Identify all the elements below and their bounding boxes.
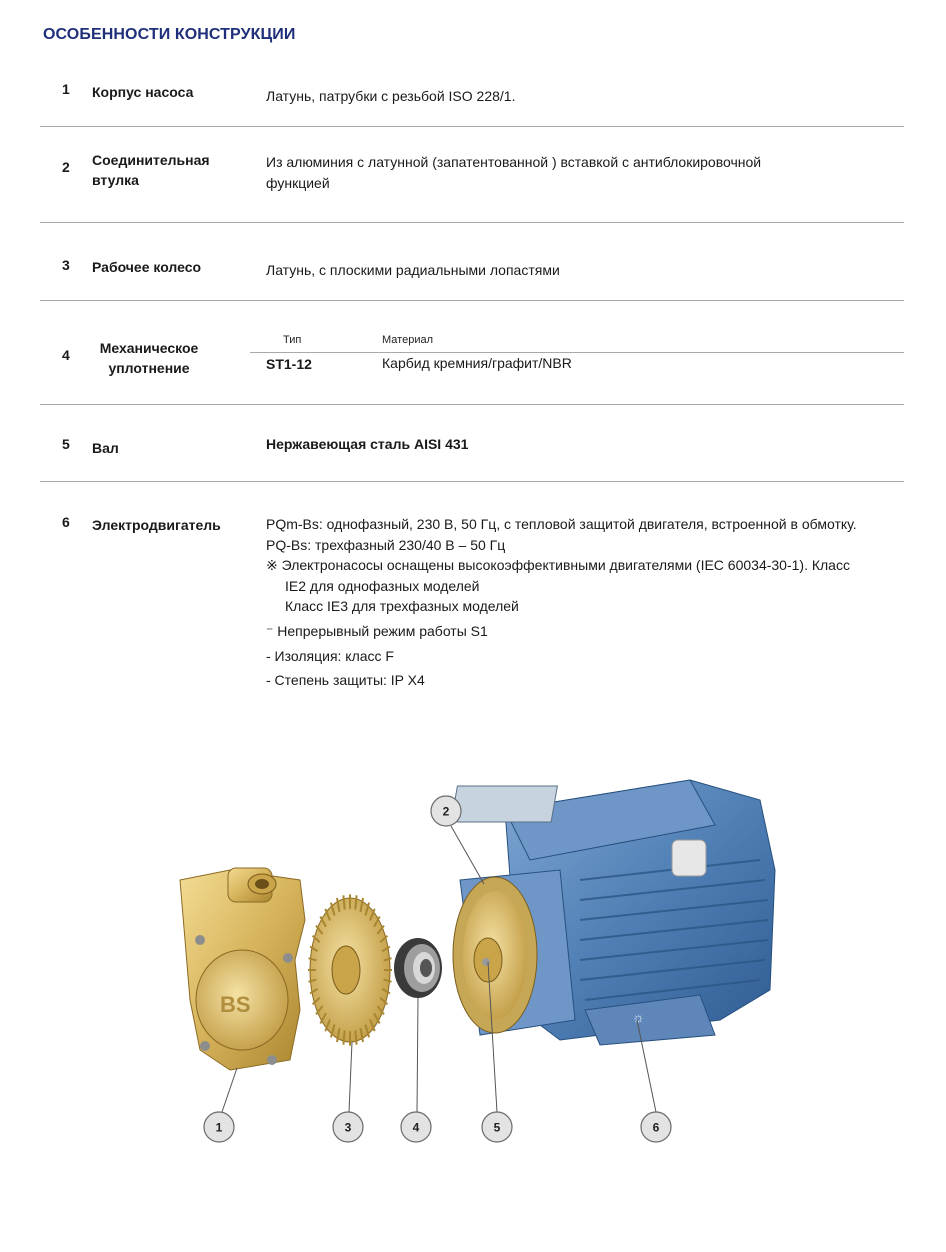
impeller-part bbox=[308, 894, 392, 1045]
row-label-pump-body: Корпус насоса bbox=[92, 84, 194, 100]
impeller-vane bbox=[343, 895, 344, 909]
mechanical-seal-part bbox=[394, 938, 442, 998]
row-value-impeller: Латунь, с плоскими радиальными лопастями bbox=[266, 262, 560, 278]
row-number: 4 bbox=[62, 347, 70, 363]
motor-spec-line: ⁻ Непрерывный режим работы S1 bbox=[266, 622, 488, 639]
callout-label: 6 bbox=[652, 1120, 660, 1135]
row-number: 3 bbox=[62, 257, 70, 273]
pump-body-part bbox=[180, 868, 305, 1070]
impeller-hub bbox=[332, 946, 360, 994]
row-number: 5 bbox=[62, 436, 70, 452]
motor-spec-line: - Изоляция: класс F bbox=[266, 648, 394, 664]
row-label-impeller: Рабочее колесо bbox=[92, 259, 202, 275]
motor-part bbox=[451, 780, 775, 1045]
label-line: Соединительная bbox=[92, 152, 210, 168]
page-title: ОСОБЕННОСТИ КОНСТРУКЦИИ bbox=[43, 26, 296, 43]
motor-spec-line: PQm-Bs: однофазный, 230 В, 50 Гц, с тепловой защитой двигателя, встроенной в обмотку. bbox=[266, 516, 857, 532]
svg-text:☼: ☼ bbox=[632, 1009, 645, 1025]
motor-spec-line: - Степень защиты: IP X4 bbox=[266, 671, 425, 688]
value-line: функцией bbox=[266, 175, 330, 191]
svg-text:BS: BS bbox=[220, 992, 251, 1017]
impeller-vane bbox=[355, 1030, 356, 1044]
row-value-pump-body: Латунь, патрубки с резьбой ISO 228/1. bbox=[266, 88, 516, 104]
seal-col-material: Материал bbox=[382, 334, 433, 346]
row-number: 6 bbox=[62, 514, 70, 530]
seal-type: ST1-12 bbox=[266, 356, 312, 372]
value-line: Из алюминия с латунной (запатентованной ) вставкой с антиблокировочной bbox=[266, 154, 762, 170]
label-line: уплотнение bbox=[108, 360, 190, 376]
motor-spec-line: PQ-Bs: трехфазный 230/40 В – 50 Гц bbox=[266, 536, 506, 553]
impeller-vane bbox=[355, 895, 356, 909]
callout-label: 4 bbox=[412, 1120, 420, 1135]
row-number: 2 bbox=[62, 159, 70, 175]
seal-material: Карбид кремния/графит/NBR bbox=[382, 355, 572, 371]
callout-label: 2 bbox=[442, 804, 450, 819]
callout-label: 1 bbox=[215, 1120, 223, 1135]
row-number: 1 bbox=[62, 81, 70, 97]
motor-spec-line: Класс IE3 для трехфазных моделей bbox=[285, 598, 519, 614]
callout-label: 3 bbox=[344, 1120, 352, 1135]
motor-spec-line: IE2 для однофазных моделей bbox=[285, 577, 480, 594]
row-label-shaft: Вал bbox=[92, 440, 119, 456]
row-label-motor: Электродвигатель bbox=[92, 517, 221, 533]
seal-col-type: Тип bbox=[283, 334, 302, 346]
impeller-vane bbox=[343, 1030, 344, 1044]
label-line: втулка bbox=[92, 172, 139, 188]
motor-spec-line: ※ Электронасосы оснащены высокоэффективными двигателями (IEC 60034-30-1). Класс bbox=[266, 557, 850, 573]
label-line: Механическое bbox=[99, 340, 199, 356]
row-value-shaft: Нержавеющая сталь AISI 431 bbox=[266, 436, 469, 452]
callout-label: 5 bbox=[493, 1120, 501, 1135]
